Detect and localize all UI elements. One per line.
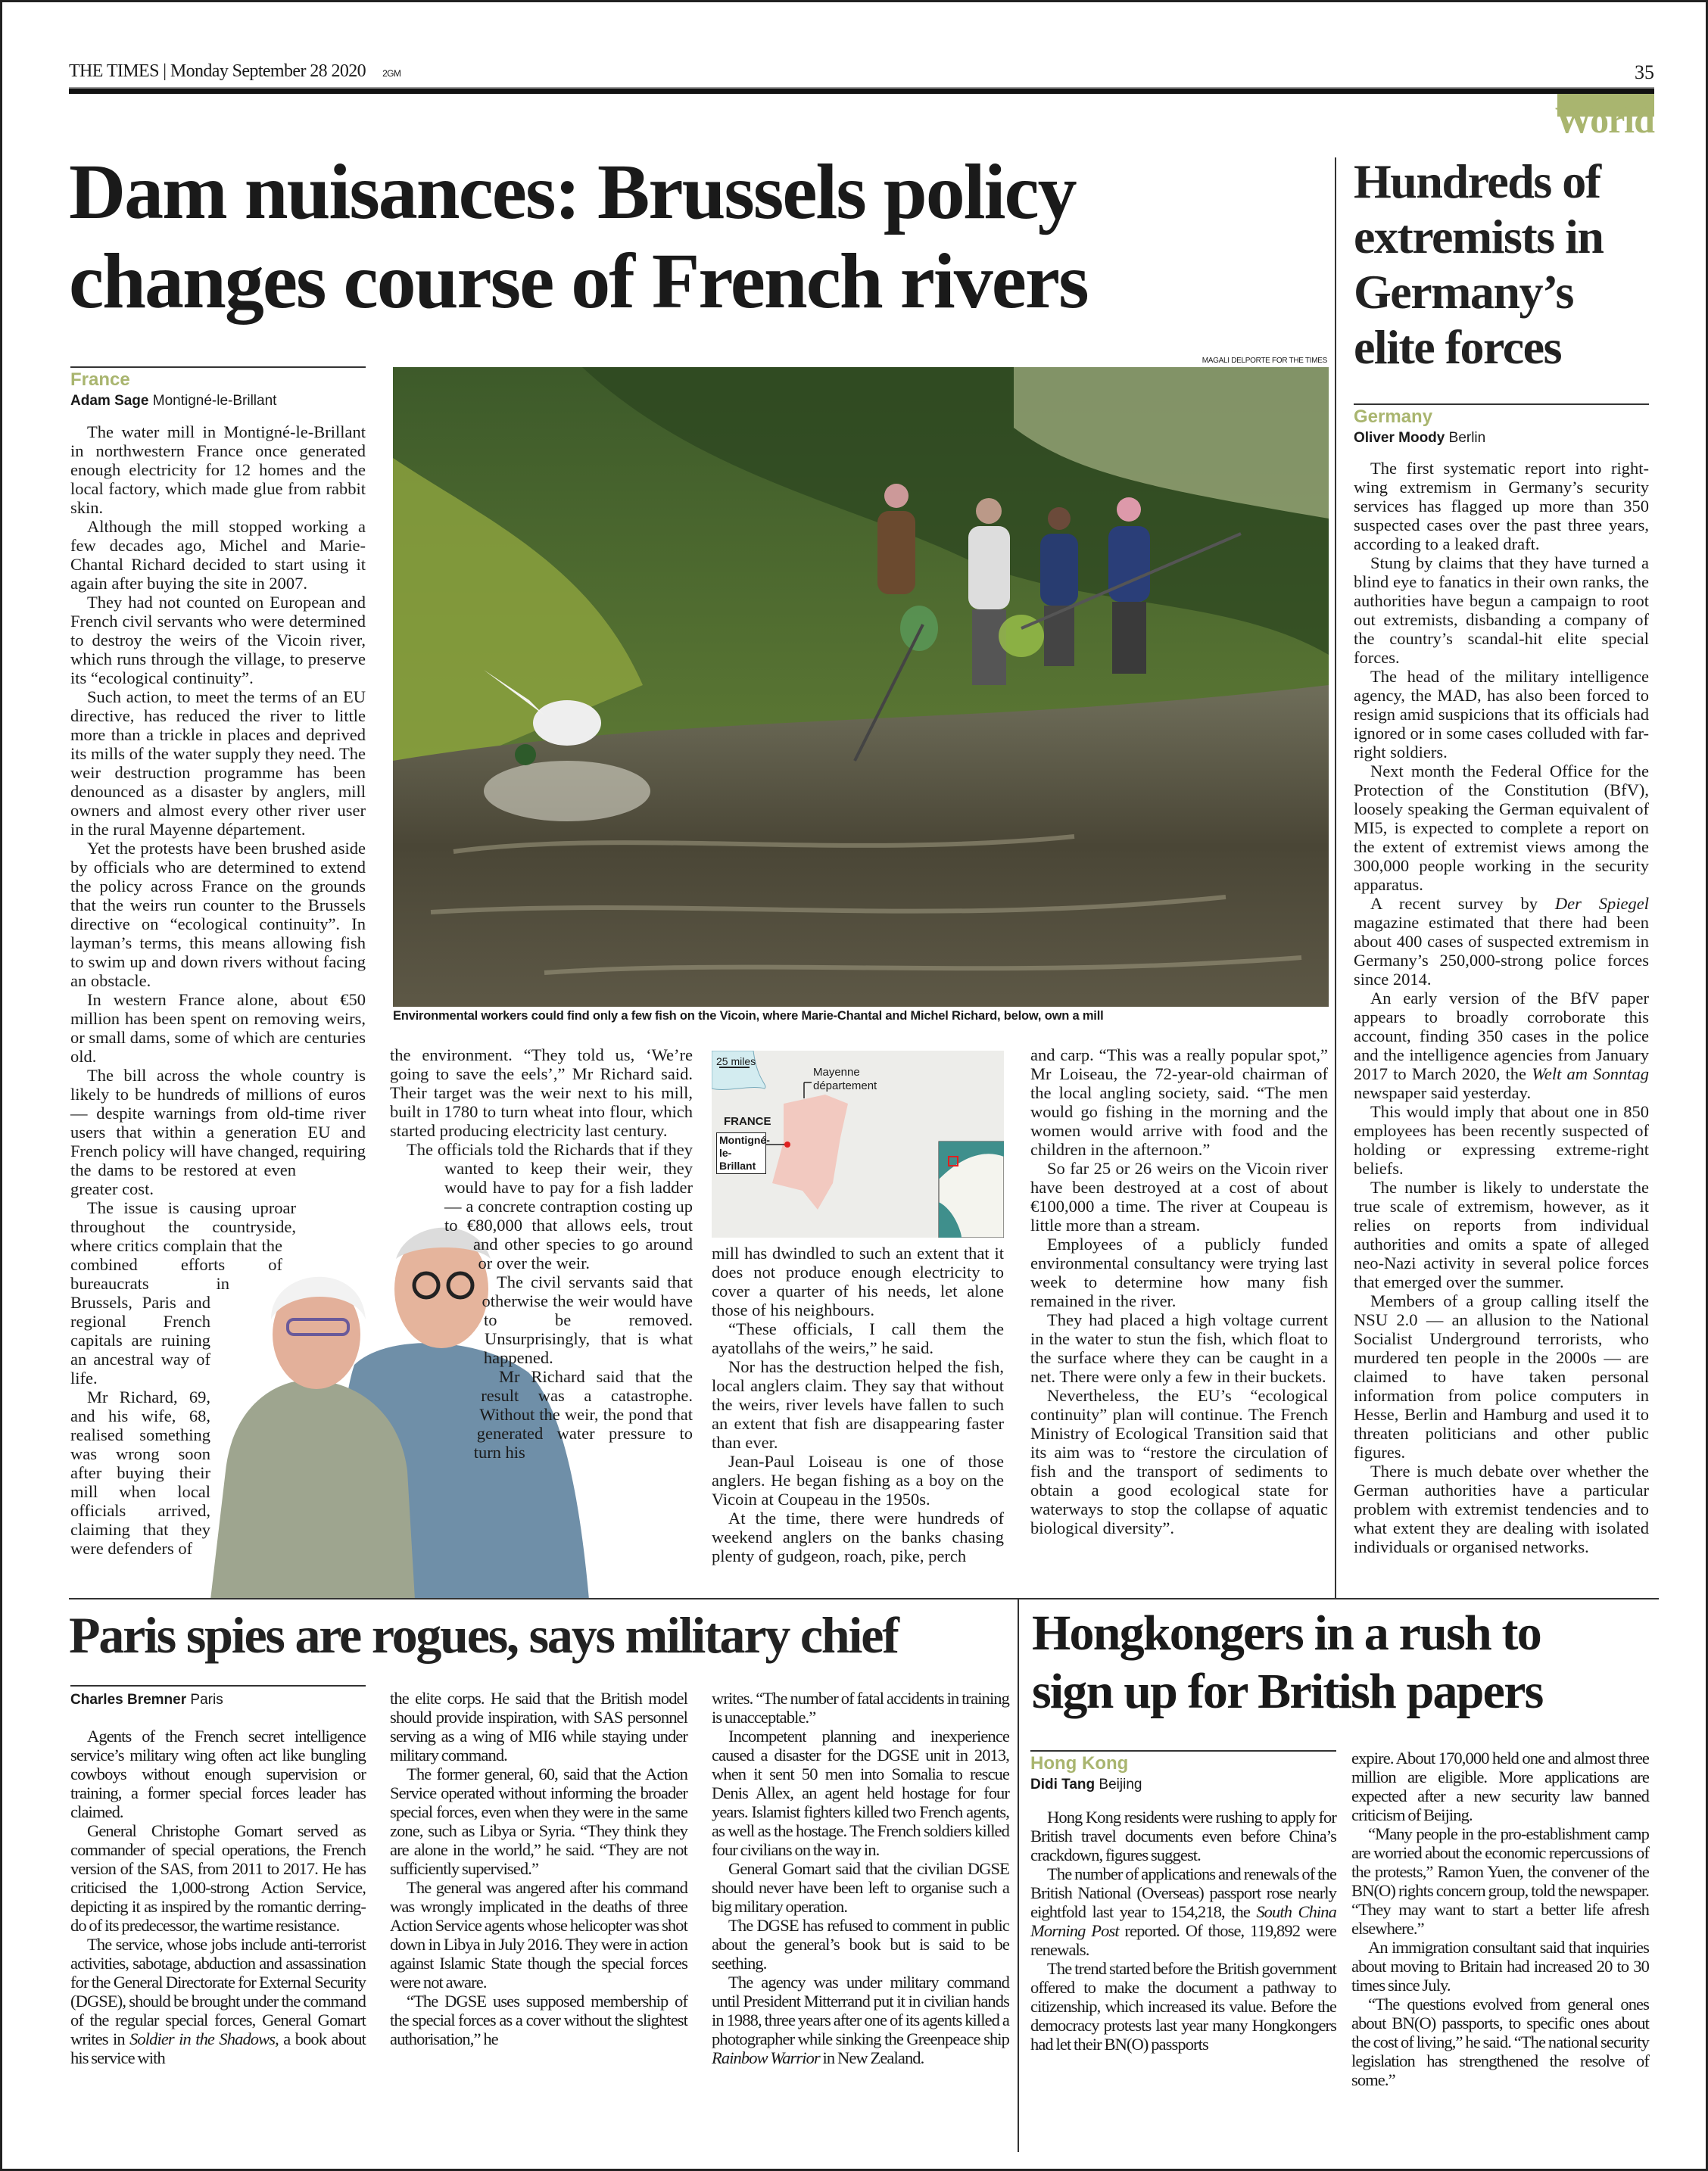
byline [70, 393, 276, 410]
headline-line: Germany’s [1354, 265, 1573, 319]
paragraph: “Many people in the pro-establishment camp are worried about the economic repercussions of the protests,” Ramon Yuen, the convener of the BN(O) rights concern group, told the newspaper. “They may want to start a better life afresh elsewhere.” [1351, 1824, 1649, 1938]
headline-line: Hongkongers in a rush to [1032, 1606, 1541, 1661]
text-run: in New Zealand. [819, 2048, 924, 2067]
article-column [1354, 459, 1649, 1556]
dateline: Beijing [1099, 1777, 1142, 1793]
paragraph: Hong Kong residents were rushing to apply for British travel documents even before China’s crackdown, figures suggest. [1030, 1808, 1336, 1864]
mayenne-region [772, 1095, 848, 1210]
text-run: newspaper said yesterday. [1354, 1083, 1532, 1102]
section-tab-label: World [1554, 98, 1654, 141]
paragraph: So far 25 or 26 weirs on the Vicoin river have been destroyed at a cost of about €100,000 a time. The river at Coupeau is little more than a stream. [1030, 1159, 1328, 1235]
photo-credit: MAGALI DELPORTE FOR THE TIMES [1202, 357, 1327, 365]
paragraph: General Gomart said that the civilian DGSE should never have been left to organise such a big military operation. [712, 1859, 1009, 1916]
paragraph: Members of a group calling itself the NSU 2.0 — an allusion to the National Socialist Underground terrorists, who murdered ten people in the 2000s — are claimed to have taken personal information from police computers in Hesse, Berlin and Hamburg and used it to threaten politicians and other public figures. [1354, 1291, 1649, 1462]
paragraph: Mr Richard said that the result was a catastrophe. Without the weir, the pond that generated water pressure to turn his [473, 1367, 693, 1462]
paris-headline: Paris spies are rogues, says military chief [69, 1606, 898, 1664]
section-rule [70, 366, 366, 368]
author: Charles Bremner [70, 1692, 187, 1708]
headline-line: Dam nuisances: Brussels policy [69, 148, 1076, 235]
paragraph: Mr Richard, 69, and his wife, 68, realised something was wrong soon after buying their mill when local officials arrived, claiming that they were defenders of [70, 1388, 210, 1558]
town-name: le-Brillant [719, 1147, 756, 1172]
headline-line: changes course of French rivers [69, 238, 1088, 325]
river-photo [393, 367, 1329, 1007]
paragraph: The general was angered after his command was wrongly implicated in the deaths of three Action Service agents whose helicopter was shot down in Libya in July 2016. They were in action against Islamic State though the special forces were not aware. [390, 1878, 687, 1992]
germany-headline [1354, 154, 1657, 375]
top-rule [69, 87, 1654, 94]
paragraph: Although the mill stopped working a few decades ago, Michel and Marie-Chantal Richard decided to start using it again after buying the site in 2007. [70, 517, 366, 593]
photo-caption: Environmental workers could find only a few fish on the Vicoin, where Marie-Chantal and Michel Richard, below, own a mill [393, 1009, 1104, 1023]
paragraph: The civil servants said that otherwise the weir would have to be removed. Unsurprisingly, that is what happened. [482, 1272, 693, 1367]
paragraph: The number is likely to understate the true scale of extremism, however, as it relies on reports from individual authorities and omits a spate of alleged neo-Nazi activity in several police forces that emerged over the summer. [1354, 1178, 1649, 1291]
paragraph: “These officials, I call them the ayatollahs of the weirs,” he said. [712, 1319, 1004, 1357]
map-country-label: FRANCE [724, 1115, 771, 1128]
paragraph: The issue is causing uproar throughout the countryside, where critics complain that the combined efforts of bureaucrats in Brussels, Paris and regional French capitals are ruining an ancestral way of life. [70, 1198, 296, 1388]
paragraph: The head of the military intelligence agency, the MAD, has also been forced to resign amid suspicions that its officials had ignored or in some cases colluded with far-right soldiers. [1354, 667, 1649, 762]
author: Adam Sage [70, 393, 149, 409]
map-town-label [716, 1132, 770, 1174]
edition: 2GM [382, 68, 401, 79]
paragraph: They had not counted on European and French civil servants who were determined to destroy the weirs of the Vicoin river, which runs through the village, to preserve its “ecological continuity”. [70, 593, 366, 687]
paragraph: The officials told the Richards that if they wanted to keep their weir, they would have to pay for a fish ladder — a concrete contraption costing up to €80,000 that allows eels, trout and other species to go around or over the weir. [407, 1140, 693, 1272]
article-column [712, 1244, 1004, 1565]
paragraph: The trend started before the British government offered to make the document a pathway to citizenship, which increased its value. Before the democracy protests last year many Hongkongers had let their BN(O) passports [1030, 1959, 1336, 2054]
paragraph: An immigration consultant said that inquiries about moving to Britain had increased 20 to 30 times since July. [1351, 1938, 1649, 1995]
column-divider [1335, 157, 1336, 1599]
paragraph: This would imply that about one in 850 employees has been recently suspected of holding or expressing extreme-right beliefs. [1354, 1102, 1649, 1178]
text-run: magazine estimated that there had been about 400 cases of suspected extremism in Germany’s 250,000-strong police forces since 2014. [1354, 913, 1649, 989]
paragraph: “The questions evolved from general ones about BN(O) passports, to specific ones about the cost of living,” he said. “The national security legislation has strengthened the resolve of some.” [1351, 1995, 1649, 2089]
paragraph: and carp. “This was a really popular spot,” Mr Loiseau, the 72-year-old chairman of the local angling society, said. “The men would go fishing in the morning and the women would arrive with food and the children in the afternoon.” [1030, 1045, 1328, 1159]
section-rule [70, 1685, 366, 1687]
italic-title: Welt am Sonntag [1532, 1064, 1649, 1083]
article-column [70, 1727, 366, 2067]
dateline: Berlin [1448, 430, 1486, 446]
article-column [390, 1689, 687, 2048]
paragraph: There is much debate over whether the German authorities have a particular problem with extremist tendencies and to what extent they are dealing with isolated individuals or organised networks. [1354, 1462, 1649, 1556]
italic-title: South China Morning Post [1030, 1902, 1336, 1940]
paper-date: THE TIMES | Monday September 28 2020 [69, 61, 366, 81]
article-column [712, 1689, 1009, 2067]
paragraph: Stung by claims that they have turned a blind eye to fanatics in their own ranks, the authorities have begun a campaign to root out extremists, disbanding a company of the country’s scandal-hit elite special forces. [1354, 553, 1649, 667]
paragraph: The former general, 60, said that the Action Service operated without informing the broader special forces, even when they were in the same zone, such as Libya or Syria. “They think they are alone in the world,” he said. “They are not sufficiently supervised.” [390, 1765, 687, 1878]
paragraph: “The DGSE uses supposed membership of the special forces as a cover without the slightest authorisation,” he [390, 1992, 687, 2048]
paragraph: Nevertheless, the EU’s “ecological continuity” plan will continue. The French Ministry of Ecological Transition said that its aim was to “restore the circulation of fish and the transport of sediments to obtain a good ecological state for waterways to stop the collapse of aquatic biological diversity”. [1030, 1386, 1328, 1537]
byline [70, 1692, 223, 1708]
paragraph: Employees of a publicly funded environmental consultancy were trying last week to determine how many fish remained in the river. [1030, 1235, 1328, 1310]
italic-title: Der Spiegel [1554, 894, 1650, 913]
paragraph [1030, 1864, 1336, 1959]
headline-line: elite forces [1354, 320, 1561, 374]
byline [1354, 430, 1485, 447]
town-name: Montigné- [719, 1134, 770, 1146]
paragraph: The bill across the whole country is likely to be hundreds of millions of euros — despite warnings from old-time river users that within a generation EU and French policy will have changed, requiring the dams to be restored at even greater cost. [70, 1066, 366, 1198]
paragraph: They had placed a high voltage current in the water to stun the fish, which float to the surface where they can be caught in a net. There were only a few in their buckets. [1030, 1310, 1328, 1386]
section-rule [1030, 1750, 1336, 1752]
paragraph: mill has dwindled to such an extent that it does not produce enough electricity to cover a quarter of his needs, let alone those of his neighbours. [712, 1244, 1004, 1319]
paragraph [1354, 894, 1649, 989]
headline-line: extremists in [1354, 210, 1604, 263]
paragraph: Yet the protests have been brushed aside by officials who are determined to extend the policy across France on the grounds that the weirs run counter to the Brussels directive on “ecological continuity”. In layman’s terms, this means allowing fish to swim up and down rivers without facing an obstacle. [70, 839, 366, 990]
hk-headline [1032, 1604, 1653, 1721]
article-column [1030, 1808, 1336, 2054]
map-scale-label: 25 miles [716, 1055, 756, 1067]
paragraph: The first systematic report into right-wing extremism in Germany’s security services has flagged up more than 350 suspected cases over the past three years, according to a leaked draft. [1354, 459, 1649, 553]
author: Oliver Moody [1354, 430, 1445, 446]
section-rule [1354, 403, 1649, 405]
paragraph: Incompetent planning and inexperience caused a disaster for the DGSE unit in 2013, when it sent 50 men into Somalia to rescue Denis Allex, an agent held hostage for four years. Islamist fighters killed two French agents, as well as the hostage. The French soldiers killed four civilians on the way in. [712, 1727, 1009, 1859]
paragraph [712, 1973, 1009, 2067]
headline-line: sign up for British papers [1032, 1664, 1543, 1719]
text-run: The number of applications and renewals of the British National (Overseas) passport rose nearly eightfold last year to 154,218, the [1030, 1864, 1336, 1921]
paragraph: the elite corps. He said that the British model should provide inspiration, with SAS personnel serving as a wing of MI6 while staying under military command. [390, 1689, 687, 1765]
map-region-label: département [813, 1079, 877, 1092]
article-column [70, 422, 366, 1603]
map-region-label: Mayenne [813, 1066, 860, 1079]
paragraph: Nor has the destruction helped the fish, local anglers claim. They say that without the weirs, river levels have fallen to such an extent that fish are disappearing faster than ever. [712, 1357, 1004, 1452]
italic-title: Soldier in the Shadows [129, 2029, 276, 2048]
town-marker [784, 1142, 790, 1148]
article-column [1351, 1749, 1649, 2089]
text-run: The agency was under military command until President Mitterrand put it in civilian hands in 1988, three years after one of its agents killed a photographer while sinking the Greenpeace ship [712, 1973, 1009, 2048]
main-headline [69, 148, 1333, 326]
section-label-hong-kong: Hong Kong [1030, 1753, 1129, 1774]
paragraph: In western France alone, about €50 million has been spent on removing weirs, or small dams, some of which are centuries old. [70, 990, 366, 1066]
dateline: Montigné-le-Brillant [152, 393, 277, 409]
paragraph: Jean-Paul Loiseau is one of those anglers. He began fishing as a boy on the Vicoin at Coupeau in the 1950s. [712, 1452, 1004, 1509]
locator-map [712, 1051, 1004, 1238]
paragraph: The DGSE has refused to comment in public about the general’s book but is said to be seething. [712, 1916, 1009, 1973]
paragraph: Agents of the French secret intelligence service’s military wing often act like bungling cowboys without enough supervision or training, a former special forces leader has claimed. [70, 1727, 366, 1821]
masthead [69, 61, 401, 82]
inset-map [939, 1142, 1004, 1238]
article-column [1030, 1045, 1328, 1537]
section-label-germany: Germany [1354, 406, 1433, 427]
text-run: The service, whose jobs include anti-terrorist activities, sabotage, abduction and assassination for the General Directorate for External Security (DGSE), should be brought under the command of the regular special forces, General Gomart writes in [70, 1935, 366, 2048]
italic-title: Rainbow Warrior [712, 2048, 820, 2067]
paragraph: At the time, there were hundreds of weekend anglers on the banks chasing plenty of gudgeon, roach, pike, perch [712, 1509, 1004, 1565]
paragraph: Next month the Federal Office for the Protection of the Constitution (BfV), loosely speaking the German equivalent of MI5, is expected to complete a report on the extent of extremist views among the 300,000 people working in the security apparatus. [1354, 762, 1649, 894]
paragraph: General Christophe Gomart served as commander of special operations, the French version of the SAS, from 2011 to 2017. He has criticised the 1,000-strong Action Service, depicting it as inspired by the romantic derring-do of its predecessor, the wartime resistance. [70, 1821, 366, 1935]
paragraph [70, 1935, 366, 2067]
author: Didi Tang [1030, 1777, 1096, 1793]
page-number: 35 [1635, 61, 1654, 83]
text-run: , a book about his service with [70, 2029, 366, 2067]
column-divider [1018, 1599, 1019, 2152]
text-run: A recent survey by [1370, 894, 1555, 913]
paragraph: writes. “The number of fatal accidents in training is unacceptable.” [712, 1689, 1009, 1727]
section-label-france: France [70, 369, 130, 390]
text-run: An early version of the BfV paper appears to broadly corroborate this account, finding 350 cases in the police and the intelligence agencies from January 2017 to March 2020, the [1354, 989, 1649, 1083]
paragraph: Such action, to meet the terms of an EU directive, has reduced the river to little more than a trickle in places and deprived its mills of the water supply they need. The weir destruction programme has been denounced as a disaster by anglers, mill owners and almost every other river user in the rural Mayenne département. [70, 687, 366, 839]
paragraph: The water mill in Montigné-le-Brillant in northwestern France once generated enough electricity for 12 homes and the local factory, which made glue from rabbit skin. [70, 422, 366, 517]
headline-line: Hundreds of [1354, 154, 1600, 208]
paragraph: expire. About 170,000 held one and almost three million are eligible. More applications are expected after a new security law banned criticism of Beijing. [1351, 1749, 1649, 1824]
article-column [390, 1045, 693, 1598]
paragraph: the environment. “They told us, ‘We’re going to save the eels’,” Mr Richard said. Their target was the weir next to his mill, built in 1780 to turn wheat into flour, which started producing electricity last century. [390, 1045, 693, 1140]
text-run: reported. Of those, 119,892 were renewals. [1030, 1921, 1337, 1959]
byline [1030, 1777, 1142, 1793]
dateline: Paris [190, 1692, 223, 1708]
paragraph [1354, 989, 1649, 1102]
